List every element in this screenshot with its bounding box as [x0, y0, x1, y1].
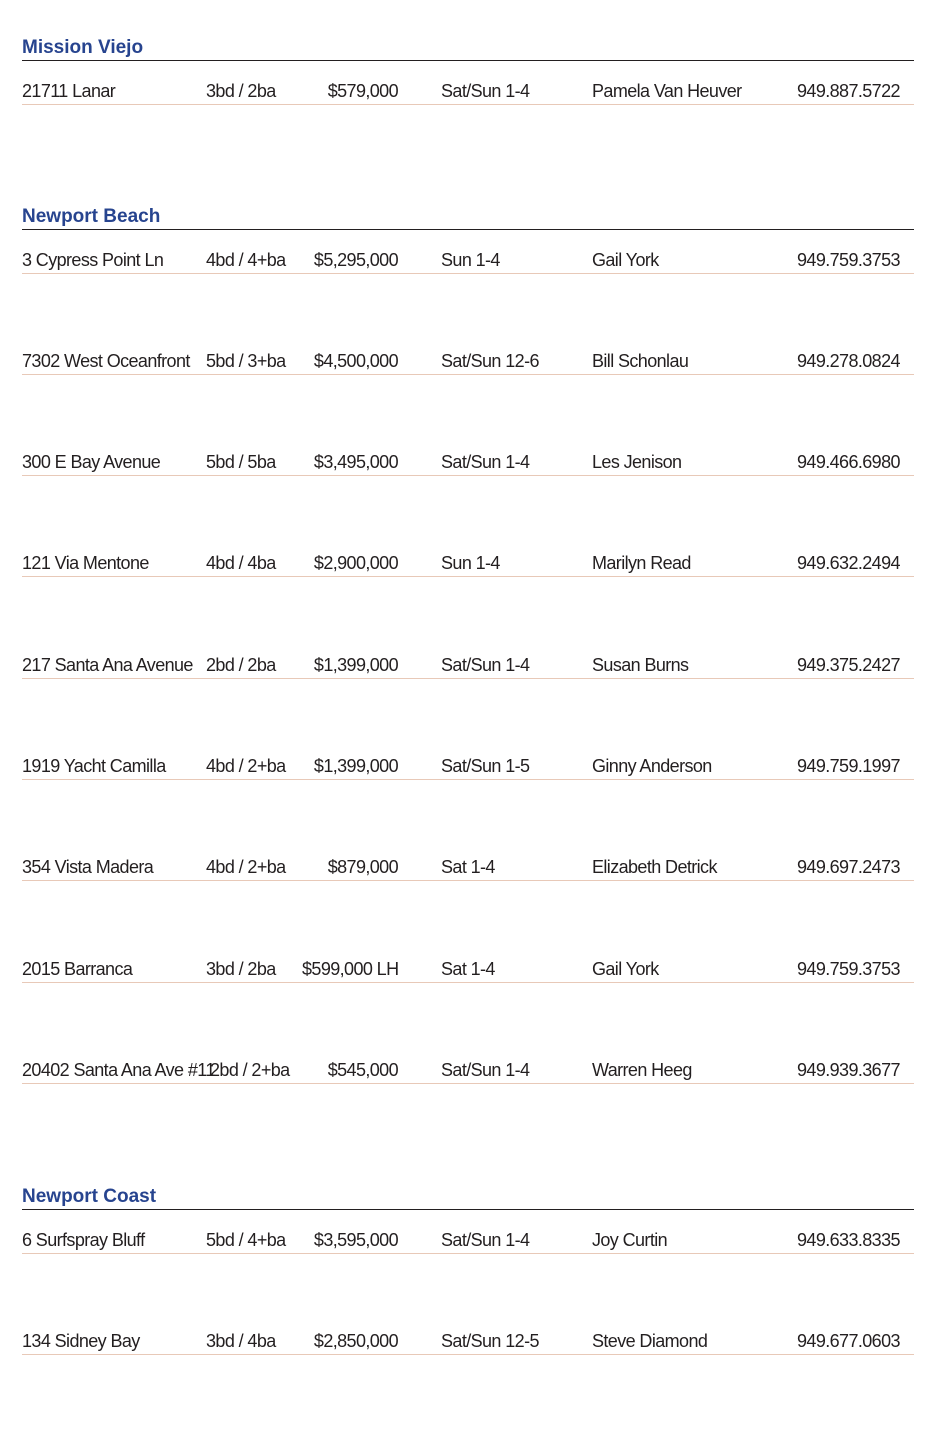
listing-beds-baths: 2bd / 2+ba: [210, 1060, 290, 1080]
listing-agent: Warren Heeg: [592, 1060, 692, 1080]
listing-agent: Gail York: [592, 959, 659, 979]
section-header: [22, 36, 914, 61]
listing-row: [22, 652, 914, 679]
listing-address: 2015 Barranca: [22, 959, 133, 979]
listing-beds-baths: 3bd / 4ba: [206, 1331, 276, 1351]
listing-hours: Sun 1-4: [441, 553, 500, 573]
listing-beds-baths: 5bd / 3+ba: [206, 351, 286, 371]
listing-hours: Sun 1-4: [441, 250, 500, 270]
listing-beds-baths: 4bd / 2+ba: [206, 857, 286, 877]
listing-phone: 949.939.3677: [797, 1060, 900, 1080]
listing-phone: 949.759.3753: [797, 959, 900, 979]
listing-phone: 949.759.1997: [797, 756, 900, 776]
listing-phone: 949.633.8335: [797, 1230, 900, 1250]
listing-hours: Sat/Sun 1-5: [441, 756, 530, 776]
listing-price: $1,399,000: [313, 756, 398, 776]
listing-address: 354 Vista Madera: [22, 857, 154, 877]
listing-price: $599,000 LH: [302, 959, 399, 979]
listing-address: 1919 Yacht Camilla: [22, 756, 166, 776]
listing-phone: 949.278.0824: [797, 351, 900, 371]
section-title: Newport Beach: [22, 206, 161, 227]
listing-row: [22, 1227, 914, 1254]
listing-price: $545,000: [327, 1060, 398, 1080]
listing-agent: Marilyn Read: [592, 553, 691, 573]
listing-row: [22, 550, 914, 577]
listing-row: [22, 956, 914, 983]
listing-price: $2,900,000: [313, 553, 398, 573]
listing-hours: Sat/Sun 12-5: [441, 1331, 539, 1351]
listing-hours: Sat/Sun 12-6: [441, 351, 539, 371]
listing-beds-baths: 3bd / 2ba: [206, 959, 276, 979]
listing-beds-baths: 2bd / 2ba: [206, 655, 276, 675]
section-header: [22, 205, 914, 230]
listing-agent: Pamela Van Heuver: [592, 81, 742, 101]
listing-hours: Sat/Sun 1-4: [441, 452, 530, 472]
listing-phone: 949.466.6980: [797, 452, 900, 472]
listing-price: $5,295,000: [313, 250, 398, 270]
listing-address: 121 Via Mentone: [22, 553, 149, 573]
listing-row: [22, 1057, 914, 1084]
listing-agent: Gail York: [592, 250, 659, 270]
listing-beds-baths: 4bd / 4+ba: [206, 250, 286, 270]
listing-address: 20402 Santa Ana Ave #11: [22, 1060, 215, 1080]
listing-address: 7302 West Oceanfront: [22, 351, 190, 371]
listing-phone: 949.632.2494: [797, 553, 900, 573]
listing-phone: 949.759.3753: [797, 250, 900, 270]
listing-row: [22, 247, 914, 274]
listing-price: $2,850,000: [313, 1331, 398, 1351]
listing-beds-baths: 5bd / 4+ba: [206, 1230, 286, 1250]
listing-hours: Sat 1-4: [441, 857, 495, 877]
listing-agent: Les Jenison: [592, 452, 682, 472]
listing-phone: 949.887.5722: [797, 81, 900, 101]
listing-price: $3,595,000: [313, 1230, 398, 1250]
listing-hours: Sat/Sun 1-4: [441, 1230, 530, 1250]
listing-address: 3 Cypress Point Ln: [22, 250, 164, 270]
listing-agent: Elizabeth Detrick: [592, 857, 717, 877]
listing-address: 217 Santa Ana Avenue: [22, 655, 193, 675]
listing-hours: Sat/Sun 1-4: [441, 81, 530, 101]
listing-address: 6 Surfspray Bluff: [22, 1230, 145, 1250]
section-newport-beach: [22, 205, 914, 1080]
listing-agent: Steve Diamond: [592, 1331, 708, 1351]
listing-agent: Joy Curtin: [592, 1230, 668, 1250]
section-title: Mission Viejo: [22, 37, 144, 58]
listing-beds-baths: 4bd / 2+ba: [206, 756, 286, 776]
listing-phone: 949.677.0603: [797, 1331, 900, 1351]
listing-price: $579,000: [327, 81, 398, 101]
listing-price: $879,000: [327, 857, 398, 877]
listing-beds-baths: 3bd / 2ba: [206, 81, 276, 101]
listing-address: 21711 Lanar: [22, 81, 116, 101]
listing-beds-baths: 5bd / 5ba: [206, 452, 276, 472]
listing-agent: Bill Schonlau: [592, 351, 689, 371]
listing-row: [22, 348, 914, 375]
listing-phone: 949.375.2427: [797, 655, 900, 675]
listing-row: [22, 854, 914, 881]
listing-row: [22, 1328, 914, 1355]
listing-beds-baths: 4bd / 4ba: [206, 553, 276, 573]
section-mission-viejo: [22, 36, 914, 101]
section-header: [22, 1185, 914, 1210]
section-title: Newport Coast: [22, 1186, 157, 1207]
listing-hours: Sat/Sun 1-4: [441, 655, 530, 675]
listing-row: [22, 78, 914, 105]
section-newport-coast: [22, 1185, 914, 1351]
listing-hours: Sat 1-4: [441, 959, 495, 979]
listing-row: [22, 449, 914, 476]
listing-phone: 949.697.2473: [797, 857, 900, 877]
listing-agent: Susan Burns: [592, 655, 689, 675]
listing-hours: Sat/Sun 1-4: [441, 1060, 530, 1080]
listing-address: 134 Sidney Bay: [22, 1331, 140, 1351]
listing-price: $3,495,000: [313, 452, 398, 472]
listing-address: 300 E Bay Avenue: [22, 452, 161, 472]
listing-agent: Ginny Anderson: [592, 756, 712, 776]
listing-row: [22, 753, 914, 780]
listing-price: $4,500,000: [313, 351, 398, 371]
listing-price: $1,399,000: [313, 655, 398, 675]
